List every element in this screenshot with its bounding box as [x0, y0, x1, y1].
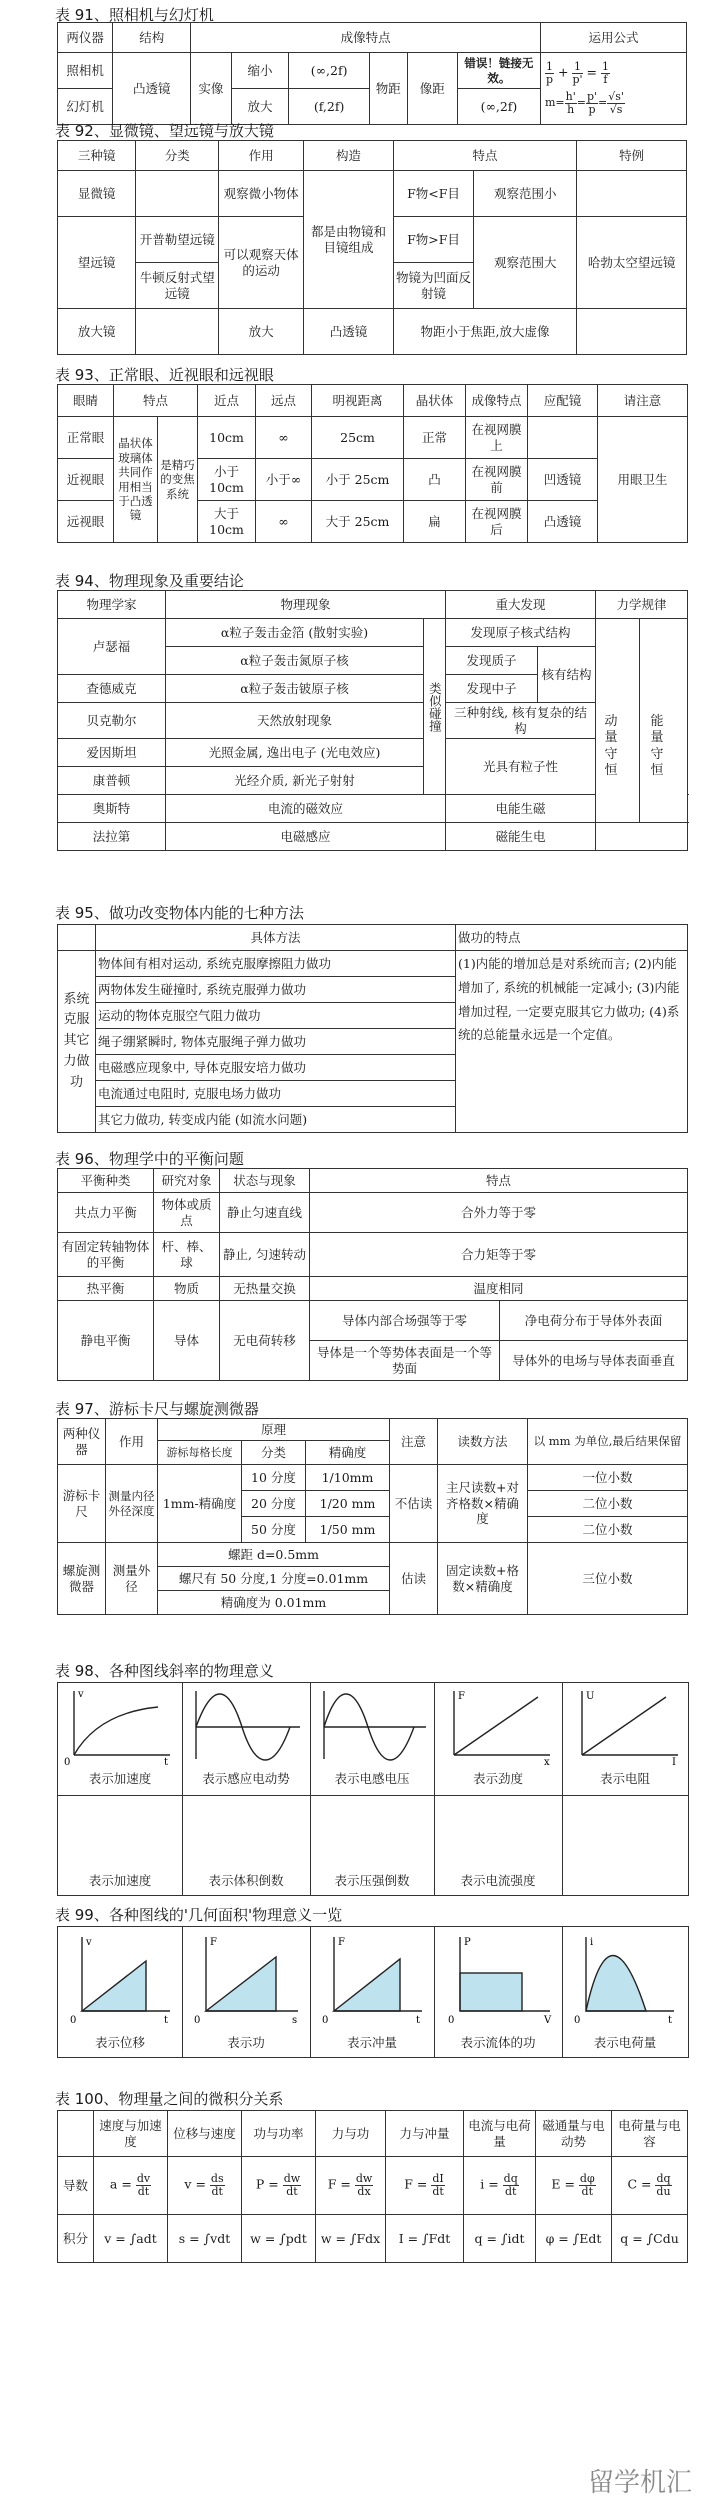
microscope-trait: 观察范围小	[474, 171, 577, 217]
p-v-area-icon	[434, 1927, 562, 2027]
vernier-caliper: 游标卡尺	[58, 1465, 106, 1543]
svg-text:v: v	[86, 1937, 92, 1948]
energy-conservation: 能量守恒	[650, 714, 664, 778]
caption-acceleration: 表示加速度	[88, 1771, 152, 1786]
header-vision-distance: 明视距离	[312, 385, 404, 417]
header-state: 状态与现象	[220, 1169, 310, 1193]
shrink-label: 缩小	[231, 53, 289, 89]
rutherford: 卢瑟福	[58, 619, 166, 675]
table-title-94: 表 94、物理现象及重要结论	[55, 572, 244, 590]
graph-stiffness	[434, 1683, 563, 1796]
header-construction: 构造	[304, 141, 394, 171]
header-near-point: 近点	[198, 385, 256, 417]
nucleus-structure: 核有结构	[538, 647, 596, 703]
hubble-telescope: 哈勃太空望远镜	[577, 217, 687, 309]
magnifier-label: 放大镜	[58, 309, 136, 355]
svg-text:0: 0	[574, 2015, 581, 2026]
svg-text:I: I	[672, 1757, 676, 1765]
header-work-traits: 做功的特点	[456, 925, 688, 951]
table-title-99: 表 99、各种图线的'几何面积'物理意义一览	[55, 1906, 343, 1924]
header-method: 具体方法	[96, 925, 456, 951]
caption-work: 表示功	[227, 2035, 265, 2050]
graph-charge	[562, 1927, 688, 2057]
microscope-focus: F物<F目	[393, 171, 474, 217]
area-graph-grid	[57, 1926, 689, 2058]
svg-text:U: U	[586, 1691, 595, 1702]
einstein: 爱因斯坦	[58, 739, 166, 767]
normal-eye: 正常眼	[58, 417, 114, 459]
svg-text:P: P	[464, 1937, 471, 1948]
enlarge-label: 放大	[231, 89, 289, 125]
camera-label: 照相机	[58, 53, 113, 89]
derivative-label: 导数	[58, 2157, 94, 2215]
f-t-area-icon	[310, 1927, 434, 2027]
f-s-area-icon	[182, 1927, 310, 2027]
table-title-92: 表 92、显微镜、望远镜与放大镜	[55, 122, 274, 140]
telescope-focus: F物>F目	[393, 217, 474, 263]
v-t-area-icon	[58, 1927, 182, 2027]
table-92	[57, 140, 687, 355]
hyperopia-eye: 远视眼	[58, 501, 114, 543]
graph-v-t	[58, 1683, 183, 1796]
v-t-curve-icon	[58, 1683, 182, 1765]
svg-text:t: t	[164, 2015, 169, 2026]
svg-text:x: x	[544, 1757, 550, 1765]
caption-fluid-work: 表示流体的功	[460, 2035, 536, 2050]
newton-telescope: 牛顿反射式望远镜	[136, 263, 219, 309]
caption-inductance: 表示电感电压	[334, 1771, 410, 1786]
chadwick: 查德威克	[58, 675, 166, 703]
table-title-91: 表 91、照相机与幻灯机	[55, 6, 214, 24]
caption-acceleration-2: 表示加速度	[88, 1873, 152, 1888]
header-use: 作用	[106, 1419, 158, 1465]
svg-text:t: t	[416, 2015, 421, 2026]
table-97: 两种仪器 作用 原理 注意 读数方法 以 mm 为单位,最后结果保留 游标每格长度 分类 精确度 游标卡尺 测量内径外径深度 1mm-精确度 10 分度 1/10mm 不估读 主尺读数+对齐格数×精确度 一位小数 20 分度 1/20 mm 二位小数 50 分度 1/50 mm 二位小数 螺旋测微器 测量外径 螺距 d=0.5mm 估读 固定读数+格数×精确度 三位小数 螺尺有 50 分度,1 分度=0.01mm 精确度为 0.01mm	[57, 1418, 688, 1615]
header-traits: 特点	[393, 141, 577, 171]
magnifier-use: 放大	[219, 309, 304, 355]
svg-text:F: F	[210, 1937, 217, 1948]
header-attention: 注意	[390, 1419, 438, 1465]
header-features: 成像特点	[191, 23, 541, 53]
table-93: 眼睛 特点 近点 远点 明视距离 晶状体 成像特点 应配镜 请注意 正常眼 晶状体玻璃体共同作用相当于凸透镜 是精巧的变焦系统 10cm ∞ 25cm 正常 在视网膜上 用眼卫生 近视眼 小于10cm 小于∞ 小于 25cm 凸 在视网膜前 凹透镜 远视眼 大于10cm ∞ 大于 25cm 扁 在视网膜后 凸透镜	[57, 384, 688, 543]
range-2: (f,2f)	[289, 89, 369, 125]
table-title-93: 表 93、正常眼、近视眼和远视眼	[55, 366, 274, 384]
table-95: 具体方法 做功的特点 系统克服其它力做功 物体间有相对运动, 系统克服摩擦阻力做功 (1)内能的增加总是对系统而言; (2)内能增加了, 系统的机械能一定减小; (3)内能增加过程, 一定要克服其它力做功; (4)系统的总能量永远是一个定值。 两物体发生碰撞时, 系统克服弹力做功 运动的物体克服空气阻力做功 绳子绷紧瞬时, 物体克服绳子弹力做功 电磁感应现象中, 导体克服安培力做功 电流通过电阻时, 克服电场力做功 其它力做功, 转变成内能 (如流水问题)	[57, 924, 688, 1133]
error-note: 错误！链接无效。	[457, 53, 540, 89]
svg-text:V: V	[544, 2015, 552, 2026]
eye-trait-a: 晶状体玻璃体共同作用相当于凸透镜	[114, 417, 158, 543]
caption-displacement: 表示位移	[94, 2035, 145, 2050]
header-eye: 眼睛	[58, 385, 114, 417]
header-three-lenses: 三种镜	[58, 141, 136, 171]
i-t-area-icon	[562, 1927, 688, 2027]
caption-impulse: 表示冲量	[346, 2035, 397, 2050]
table-91	[57, 22, 687, 125]
similar-collision: 类似碰撞	[424, 619, 446, 795]
header-structure: 结构	[113, 23, 191, 53]
svg-text:0: 0	[70, 2015, 77, 2026]
watermark-logo: 留学机汇	[587, 2468, 692, 2498]
caption-emf: 表示感应电动势	[202, 1771, 290, 1786]
table-title-100: 表 100、物理量之间的微积分关系	[55, 2090, 284, 2108]
range-4: (∞,2f)	[457, 89, 540, 125]
header-phenomenon: 物理现象	[166, 591, 446, 619]
telescope-label: 望远镜	[58, 217, 136, 309]
microscope-label: 显微镜	[58, 171, 136, 217]
magnifier-construction: 凸透镜	[304, 309, 394, 355]
kepler-telescope: 开普勒望远镜	[136, 217, 219, 263]
table-title-98: 表 98、各种图线斜率的物理意义	[55, 1662, 274, 1680]
lens-label: 凸透镜	[113, 53, 191, 125]
header-far-point: 远点	[256, 385, 312, 417]
header-instruments: 两仪器	[58, 23, 113, 53]
header-balance-type: 平衡种类	[58, 1169, 154, 1193]
table-96: 平衡种类 研究对象 状态与现象 特点 共点力平衡 物体或质点 静止匀速直线 合外力等于零 有固定转轴物体的平衡 杆、棒、球 静止, 匀速转动 合力矩等于零 热平衡 物质 无热量交换 温度相同 静电平衡 导体 无电荷转移 导体内部合场强等于零 净电荷分布于导体外表面 导体是一个等势体表面是一个等势面 导体外的电场与导体表面垂直	[57, 1168, 688, 1381]
eye-trait-b: 是精巧的变焦系统	[158, 417, 198, 543]
graph-displacement	[58, 1927, 183, 2057]
svg-text:s: s	[292, 2015, 298, 2026]
svg-text:t: t	[164, 1757, 169, 1765]
range-1: (∞,2f)	[289, 53, 369, 89]
svg-text:t: t	[668, 2015, 673, 2026]
myopia-eye: 近视眼	[58, 459, 114, 501]
sine-curve-2-icon	[310, 1683, 434, 1765]
caption-pressure-reciprocal: 表示压强倒数	[334, 1873, 410, 1888]
eye-hygiene: 用眼卫生	[598, 417, 688, 543]
integral-label: 积分	[58, 2215, 94, 2263]
telescope-trait: 观察范围大	[474, 217, 577, 309]
header-function: 作用	[219, 141, 304, 171]
graph-inductance	[310, 1683, 435, 1796]
momentum-conservation: 动量守恒	[604, 714, 618, 778]
header-object: 研究对象	[154, 1169, 220, 1193]
header-instruments: 两种仪器	[58, 1419, 106, 1465]
table-94: 物理学家 物理现象 重大发现 力学规律 卢瑟福 α粒子轰击金箔 (散射实验) 类似碰撞 发现原子核式结构 α粒子轰击氮原子核 发现质子 核有结构 查德威克 α粒子轰击铍原子核 发现中子 贝克勒尔 天然放射现象 三种射线, 核有复杂的结构 爱因斯坦 光照金属, 逸出电子 (光电效应) 光具有粒子性 康普顿 光经介质, 新光子射射 奥斯特 电流的磁效应 电能生磁 法拉第 电磁感应 磁能生电	[57, 590, 688, 851]
table-title-95: 表 95、做功改变物体内能的七种方法	[55, 904, 304, 922]
header-imaging: 成像特点	[466, 385, 528, 417]
header-crystalline-lens: 晶状体	[404, 385, 466, 417]
svg-text:F: F	[338, 1937, 345, 1948]
header-example: 特例	[577, 141, 687, 171]
header-category: 分类	[136, 141, 219, 171]
graph-emf	[182, 1683, 311, 1796]
oersted: 奥斯特	[58, 795, 166, 823]
slope-graph-grid	[57, 1682, 689, 1896]
becquerel: 贝克勒尔	[58, 703, 166, 739]
svg-text:F: F	[458, 1691, 465, 1702]
sine-curve-icon	[182, 1683, 310, 1765]
svg-text:0: 0	[194, 2015, 201, 2026]
header-discovery: 重大发现	[446, 591, 596, 619]
microscope-use: 观察微小物体	[219, 171, 304, 217]
image-distance-label: 像距	[407, 53, 457, 125]
svg-text:0: 0	[322, 2015, 329, 2026]
formula-cell	[540, 53, 686, 125]
caption-stiffness: 表示劲度	[472, 1771, 523, 1786]
real-image-label: 实像	[191, 53, 231, 125]
work-traits: (1)内能的增加总是对系统而言; (2)内能增加了, 系统的机械能一定减小; (3)内能增加过程, 一定要克服其它力做功; (4)系统的总能量永远是一个定值。	[456, 951, 688, 1133]
table-title-96: 表 96、物理学中的平衡问题	[55, 1150, 244, 1168]
caption-current: 表示电流强度	[460, 1873, 536, 1888]
lens-formula: $\frac{1}{p}$ + $\frac{1}{p'}$ = $\frac{1}{f}$	[545, 60, 609, 86]
header-eye-traits: 特点	[114, 385, 198, 417]
caption-resistance: 表示电阻	[599, 1771, 650, 1786]
newton-trait: 物镜为凹面反射镜	[393, 263, 474, 309]
header-physicist: 物理学家	[58, 591, 166, 619]
magnification-formula: m= $\frac{h'}{h}$ = $\frac{p'}{p}$ = $\frac{√s'}{√s}$	[544, 90, 624, 116]
object-distance-label: 物距	[369, 53, 407, 125]
linear-u-i-icon	[562, 1683, 688, 1765]
header-caution: 请注意	[598, 385, 688, 417]
telescope-use: 可以观察天体的运动	[219, 217, 304, 309]
caption-charge: 表示电荷量	[593, 2035, 657, 2050]
header-reading: 读数方法	[438, 1419, 528, 1465]
projector-label: 幻灯机	[58, 89, 113, 125]
graph-impulse	[310, 1927, 435, 2057]
micrometer: 螺旋测微器	[58, 1543, 106, 1615]
graph-resistance	[562, 1683, 688, 1796]
graph-fluid-work	[434, 1927, 563, 2057]
svg-text:v: v	[78, 1689, 84, 1700]
header-balance-traits: 特点	[310, 1169, 688, 1193]
table-100: 速度与加速度 位移与速度 功与功率 力与功 力与冲量 电流与电荷量 磁通量与电动势 电荷量与电容 导数 a = $\frac{dv}{dt}$ v = $\frac{ds}{dt}$ P = $\frac{dw}{dt}$ F = $\frac{dw}{dx}$ F = $\frac{dI}{dt}$ i = $\frac{dq}{dt}$ E = $\frac{d\varphi}{dt}$ C = $\frac{dq}{du}$ 积分 v = ∫adt s = ∫vdt w = ∫pdt w = ∫Fdx I = ∫Fdt q = ∫idt φ = ∫Edt q = ∫Cdu	[57, 2110, 688, 2263]
compton: 康普顿	[58, 767, 166, 795]
system-overcome-label: 系统克服其它力做功	[58, 951, 96, 1133]
faraday: 法拉第	[58, 823, 166, 851]
header-glasses: 应配镜	[528, 385, 598, 417]
header-formula: 运用公式	[540, 23, 686, 53]
linear-f-x-icon	[434, 1683, 562, 1765]
svg-text:0: 0	[64, 1757, 71, 1765]
header-mechanics-law: 力学规律	[596, 591, 688, 619]
caption-volume-reciprocal: 表示体积倒数	[208, 1873, 284, 1888]
graph-work	[182, 1927, 311, 2057]
svg-text:0: 0	[448, 2015, 455, 2026]
construction-note: 都是由物镜和目镜组成	[304, 171, 394, 309]
svg-text:i: i	[590, 1937, 594, 1948]
header-principle: 原理	[158, 1419, 390, 1441]
magnifier-trait: 物距小于焦距,放大虚像	[393, 309, 577, 355]
header-precision-keep: 以 mm 为单位,最后结果保留	[528, 1419, 688, 1465]
table-title-97: 表 97、游标卡尺与螺旋测微器	[55, 1400, 259, 1418]
light-particle: 光具有粒子性	[446, 739, 596, 795]
